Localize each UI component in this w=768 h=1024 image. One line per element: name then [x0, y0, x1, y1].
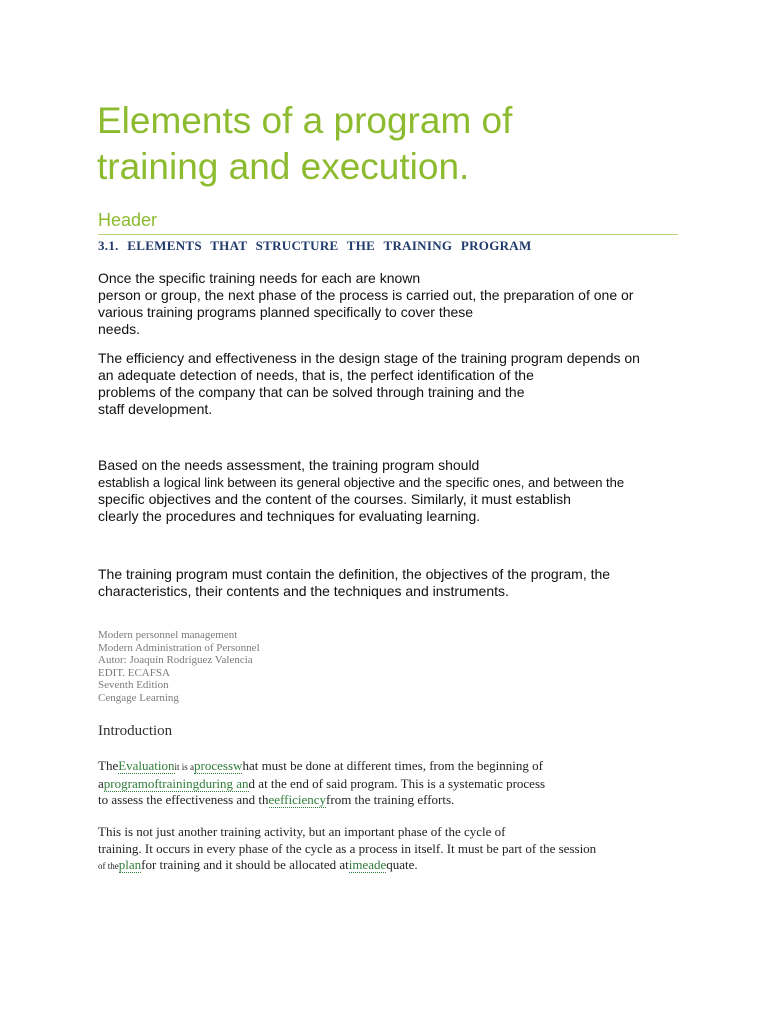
header-label: Header [98, 210, 158, 230]
reference-line: Modern Administration of Personnel [98, 641, 260, 654]
intro-line: training. It occurs in every phase of the cycle as a process in itself. It must be part of the session [98, 840, 597, 856]
paragraph-line: The efficiency and effectiveness in the design stage of the training program depends on [98, 350, 640, 366]
title-line-2: training and execution. [97, 146, 470, 187]
process-link[interactable]: processw [194, 758, 243, 773]
paragraph-4 [98, 566, 693, 600]
intro-line: This is not just another training activity, but an important phase of the cycle of [98, 824, 506, 839]
paragraph-line: various training programs planned specifically to cover these [98, 304, 474, 320]
text-run: for training and it should be allocated at [141, 857, 349, 872]
paragraph-line: staff development. [98, 401, 213, 417]
paragraph-line: establish a logical link between its general objective and the specific ones, and between the [98, 475, 625, 490]
paragraph-line: specific objectives and the content of the courses. Similarly, it must establish [98, 491, 571, 507]
reference-line: EDIT. ECAFSA [98, 666, 170, 679]
paragraph-1 [98, 270, 693, 338]
paragraph-line: clearly the procedures and techniques for evaluating learning. [98, 508, 481, 524]
document-title [97, 98, 697, 190]
text-run: it is a [174, 762, 195, 772]
evaluation-link[interactable]: Evaluation [118, 758, 175, 773]
paragraph-line: problems of the company that can be solved through training and the [98, 384, 525, 400]
paragraph-line: The training program must contain the definition, the objectives of the program, the [98, 566, 611, 582]
efficiency-link[interactable]: eefficiency [268, 792, 327, 807]
intro-line [98, 792, 698, 809]
paragraph-line: Once the specific training needs for each are known [98, 270, 421, 286]
paragraph-line: needs. [98, 321, 141, 337]
time-adequate-link[interactable]: imeade [348, 857, 387, 872]
intro-line [98, 857, 698, 875]
intro-line [98, 776, 698, 793]
title-line-1: Elements of a program of [97, 100, 513, 141]
text-run: of the [98, 861, 119, 871]
paragraph-3 [98, 457, 693, 525]
text-run: The [98, 758, 119, 773]
introduction-heading: Introduction [98, 723, 173, 739]
header-divider [98, 234, 678, 235]
intro-line [98, 758, 698, 776]
reference-line: Seventh Edition [98, 679, 169, 691]
paragraph-2 [98, 350, 693, 418]
section-heading: 3.1. ELEMENTS THAT STRUCTURE THE TRAINING PROGRAM [98, 238, 532, 253]
reference-line: Cengage Learning [98, 691, 179, 704]
text-run: quate. [386, 857, 418, 872]
paragraph-line: an adequate detection of needs, that is, the perfect identification of the [98, 367, 534, 383]
paragraph-line: Based on the needs assessment, the training program should [98, 457, 480, 473]
text-run: from the training efforts. [326, 792, 455, 807]
text-run: a [98, 775, 104, 791]
reference-block [98, 629, 260, 704]
paragraph-line: characteristics, their contents and the techniques and instruments. [98, 583, 509, 599]
text-run: to assess the effectiveness and th [98, 792, 269, 807]
reference-line: Modern personnel management [98, 629, 238, 641]
intro-paragraph-2 [98, 824, 698, 875]
text-run: hat must be done at different times, from the beginning of [242, 758, 543, 773]
program-of-training-link[interactable]: programoftrainingduring an [103, 775, 249, 791]
plan-link[interactable]: plan [118, 857, 142, 872]
reference-line: Autor: Joaquín Rodríguez Valencia [98, 654, 253, 666]
paragraph-line: person or group, the next phase of the process is carried out, the preparation of one or [98, 287, 634, 303]
intro-paragraph-1 [98, 758, 698, 809]
text-run: d at the end of said program. This is a systematic process [248, 775, 546, 791]
